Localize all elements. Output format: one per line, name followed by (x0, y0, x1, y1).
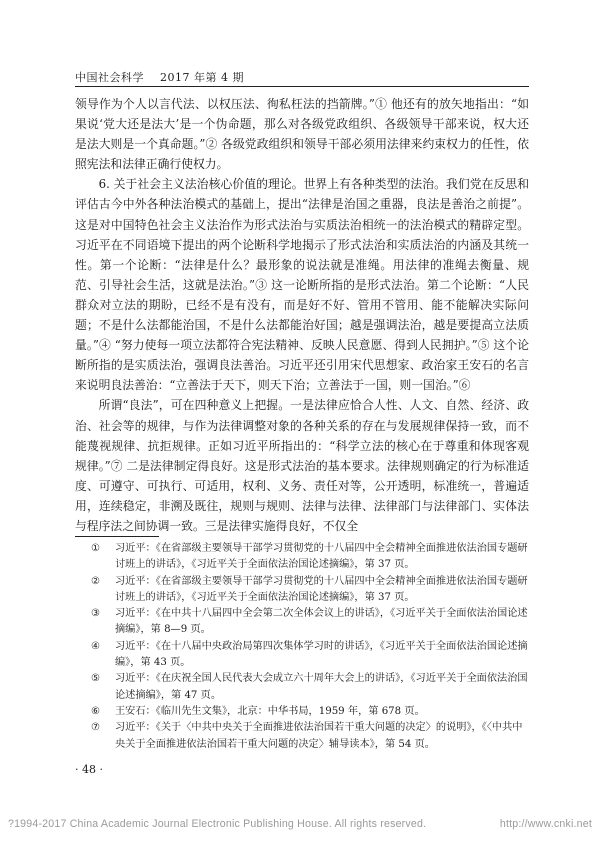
footnote (91, 720, 529, 753)
body-text (75, 94, 529, 536)
footnote-separator (75, 536, 159, 537)
footnote (91, 574, 529, 607)
journal-name: 中国社会科学 (75, 71, 144, 84)
footnote-text: 习近平：《在省部级主要领导干部学习贯彻党的十八届四中全会精神全面推进依法治国专题研讨班上的讲话》，《习近平关于全面依法治国论述摘编》，第 37 页。 (115, 575, 528, 603)
footnote-text: 习近平：《在中共十八届四中全会第二次全体会议上的讲话》，《习近平关于全面依法治国论述摘编》，第 8—9 页。 (115, 608, 528, 636)
footnote-number: ⑤ (91, 673, 101, 685)
footnote-text: 王安石：《临川先生文集》，北京：中华书局，1959 年，第 678 页。 (115, 705, 425, 717)
copyright-footer (8, 818, 592, 830)
footnote-number: ② (91, 575, 101, 587)
copyright-notice: ?1994-2017 China Academic Journal Electronic Publishing House. All rights reserved. (8, 818, 427, 830)
footnote-text: 习近平：《在省部级主要领导干部学习贯彻党的十八届四中全会精神全面推进依法治国专题研讨班上的讲话》，《习近平关于全面依法治国论述摘编》，第 37 页。 (115, 543, 528, 571)
page-number: · 48 · (75, 763, 103, 776)
running-header (75, 69, 244, 85)
paragraph: 所谓“良法”，可在四种意义上把握。一是法律应恰合人性、人文、自然、经济、政治、社会等的规律，与作为法律调整对象的各种关系的存在与发展规律保持一致，而不能蔑视规律、抗拒规律。正如习近平所指出的：“科学立法的核心在于尊重和体现客观规律。”⑦ 二是法律制定得良好。这是形式法治的基本要求。法律规则确定的行为标准适度、可遵守、可执行、可适用，权利、义务、责任对等，公开透明，标准统一，普遍适用，连续稳定，非溯及既往，规则与规则、法律与法律、法律部门与法律部门、实体法与程序法之间协调一致。三是法律实施得良好，不仅全 (75, 398, 529, 533)
footnote (91, 671, 529, 704)
paragraph: 6. 关于社会主义法治核心价值的理论。世界上有各种类型的法治。我们党在反思和评估古今中外各种法治模式的基础上，提出“法律是治国之重器，良法是善治之前提”。这是对中国特色社会主义法治作为形式法治与实质法治相统一的法治模式的精辟定型。习近平在不同语境下提出的两个论断科学地揭示了形式法治和实质法治的内涵及其统一性。第一个论断：“法律是什么？最形象的说法就是准绳。用法律的准绳去衡量、规范、引导社会生活，这就是法治。”③ 这一论断所指的是形式法治。第二个论断：“人民群众对立法的期盼，已经不是有没有，而是好不好、管用不管用、能不能解决实际问题；不是什么法都能治国，不是什么法都能治好国；越是强调法治，越是要提高立法质量。”④ “努力使每一项立法都符合宪法精神、反映人民意愿、得到人民拥护。”⑤ 这个论断所指的是实质法治，强调良法善治。习近平还引用宋代思想家、政治家王安石的名言来说明良法善治：“立善法于天下，则天下治；立善法于一国，则一国治。”⑥ (75, 177, 529, 393)
footnote-number: ③ (91, 608, 101, 620)
header-rule (75, 86, 529, 87)
footnote (91, 704, 529, 720)
footnote-number: ④ (91, 640, 101, 652)
footnote-number: ⑥ (91, 705, 101, 717)
footnotes (91, 541, 529, 753)
footnote-text: 习近平：《在十八届中央政治局第四次集体学习时的讲话》，《习近平关于全面依法治国论述摘编》，第 43 页。 (115, 640, 528, 669)
paragraph: 领导作为个人以言代法、以权压法、徇私枉法的挡箭牌。”① 他还有的放矢地指出：“如果说‘党大还是法大’是一个伪命题，那么对各级党政组织、各级领导干部来说，权大还是法大则是一个真命题。”② 各级党政组织和领导干部必须用法律来约束权力的任性，依照宪法和法律正确行使权力。 (75, 97, 529, 172)
footnote (91, 541, 529, 574)
footnote-number: ⑦ (91, 722, 101, 734)
footnote-text: 习近平：《在庆祝全国人民代表大会成立六十周年大会上的讲话》，《习近平关于全面依法治国论述摘编》，第 47 页。 (115, 673, 528, 701)
footnote-number: ① (91, 543, 101, 554)
publisher-url: http://www.cnki.net (499, 818, 592, 830)
footnote (91, 606, 529, 639)
issue-label: 2017 年第 4 期 (160, 71, 244, 84)
footnote-text: 习近平：《关于〈中共中央关于全面推进依法治国若干重大问题的决定〉的说明》，《〈中共中央关于全面推进依法治国若干重大问题的决定〉辅导读本》，第 54 页。 (115, 722, 523, 750)
footnote (91, 639, 529, 672)
